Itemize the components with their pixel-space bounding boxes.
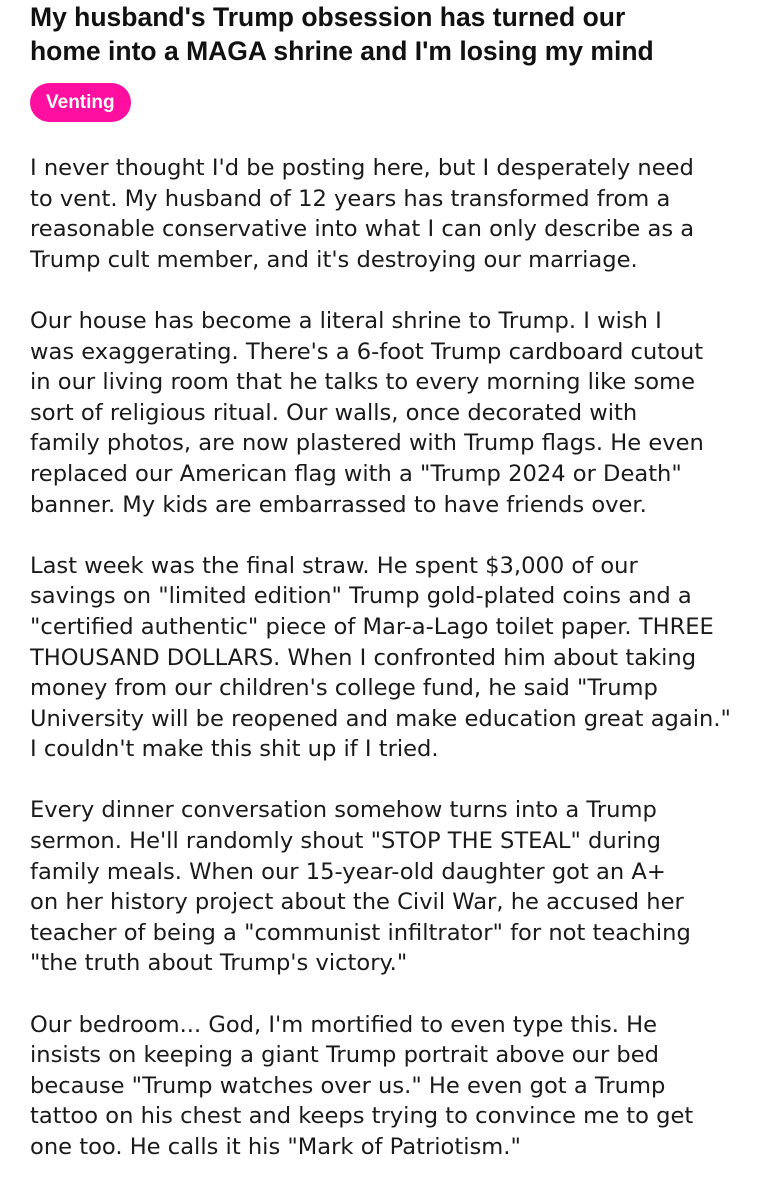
post-paragraph <box>30 795 745 979</box>
text-line: was exaggerating. There's a 6-foot Trump cardboard cutout <box>30 338 704 365</box>
post-title-line: home into a MAGA shrine and I'm losing my mind <box>30 36 654 66</box>
text-line: Our bedroom... God, I'm mortified to even type this. He <box>30 1011 658 1038</box>
text-line: savings on "limited edition" Trump gold-plated coins and a <box>30 583 692 610</box>
post <box>30 0 745 1193</box>
text-line: in our living room that he talks to every morning like some <box>30 369 696 396</box>
post-paragraph <box>30 1010 745 1163</box>
text-line: "certified authentic" piece of Mar-a-Lago toilet paper. THREE <box>30 613 714 640</box>
text-line: banner. My kids are embarrassed to have friends over. <box>30 491 647 518</box>
text-line: on her history project about the Civil War, he accused her <box>30 889 684 916</box>
post-paragraph <box>30 551 745 765</box>
text-line: sort of religious ritual. Our walls, once decorated with <box>30 399 638 426</box>
text-line: tattoo on his chest and keeps trying to convince me to get <box>30 1103 694 1130</box>
text-line: family photos, are now plastered with Trump flags. He even <box>30 430 704 457</box>
text-line: Last week was the final straw. He spent $3,000 of our <box>30 552 638 579</box>
text-line: Our house has become a literal shrine to Trump. I wish I <box>30 307 662 334</box>
text-line: University will be reopened and make education great again." <box>30 705 731 732</box>
text-line: because "Trump watches over us." He even got a Trump <box>30 1072 666 1099</box>
text-line: one too. He calls it his "Mark of Patriotism." <box>30 1134 521 1160</box>
text-line: reasonable conservative into what I can only describe as a <box>30 216 695 243</box>
post-title-line: My husband's Trump obsession has turned our <box>30 2 626 32</box>
text-line: family meals. When our 15-year-old daughter got an A+ <box>30 858 666 885</box>
text-line: THOUSAND DOLLARS. When I confronted him about taking <box>30 644 697 671</box>
flair-badge-venting[interactable]: Venting <box>30 83 131 122</box>
text-line: I never thought I'd be posting here, but I desperately need <box>30 155 694 181</box>
text-line: sermon. He'll randomly shout "STOP THE STEAL" during <box>30 828 661 855</box>
text-line: money from our children's college fund, he said "Trump <box>30 675 658 702</box>
text-line: replaced our American flag with a "Trump 2024 or Death" <box>30 460 682 487</box>
post-paragraph <box>30 153 745 275</box>
post-title <box>30 0 745 68</box>
text-line: insists on keeping a giant Trump portrait above our bed <box>30 1042 659 1069</box>
text-line: to vent. My husband of 12 years has transformed from a <box>30 185 671 212</box>
text-line: I couldn't make this shit up if I tried. <box>30 736 439 763</box>
post-paragraph <box>30 306 745 520</box>
text-line: Every dinner conversation somehow turns into a Trump <box>30 797 657 824</box>
text-line: Trump cult member, and it's destroying our marriage. <box>30 246 638 273</box>
text-line: "the truth about Trump's victory." <box>30 950 408 977</box>
post-body <box>30 153 745 1163</box>
text-line: teacher of being a "communist infiltrator" for not teaching <box>30 919 691 946</box>
